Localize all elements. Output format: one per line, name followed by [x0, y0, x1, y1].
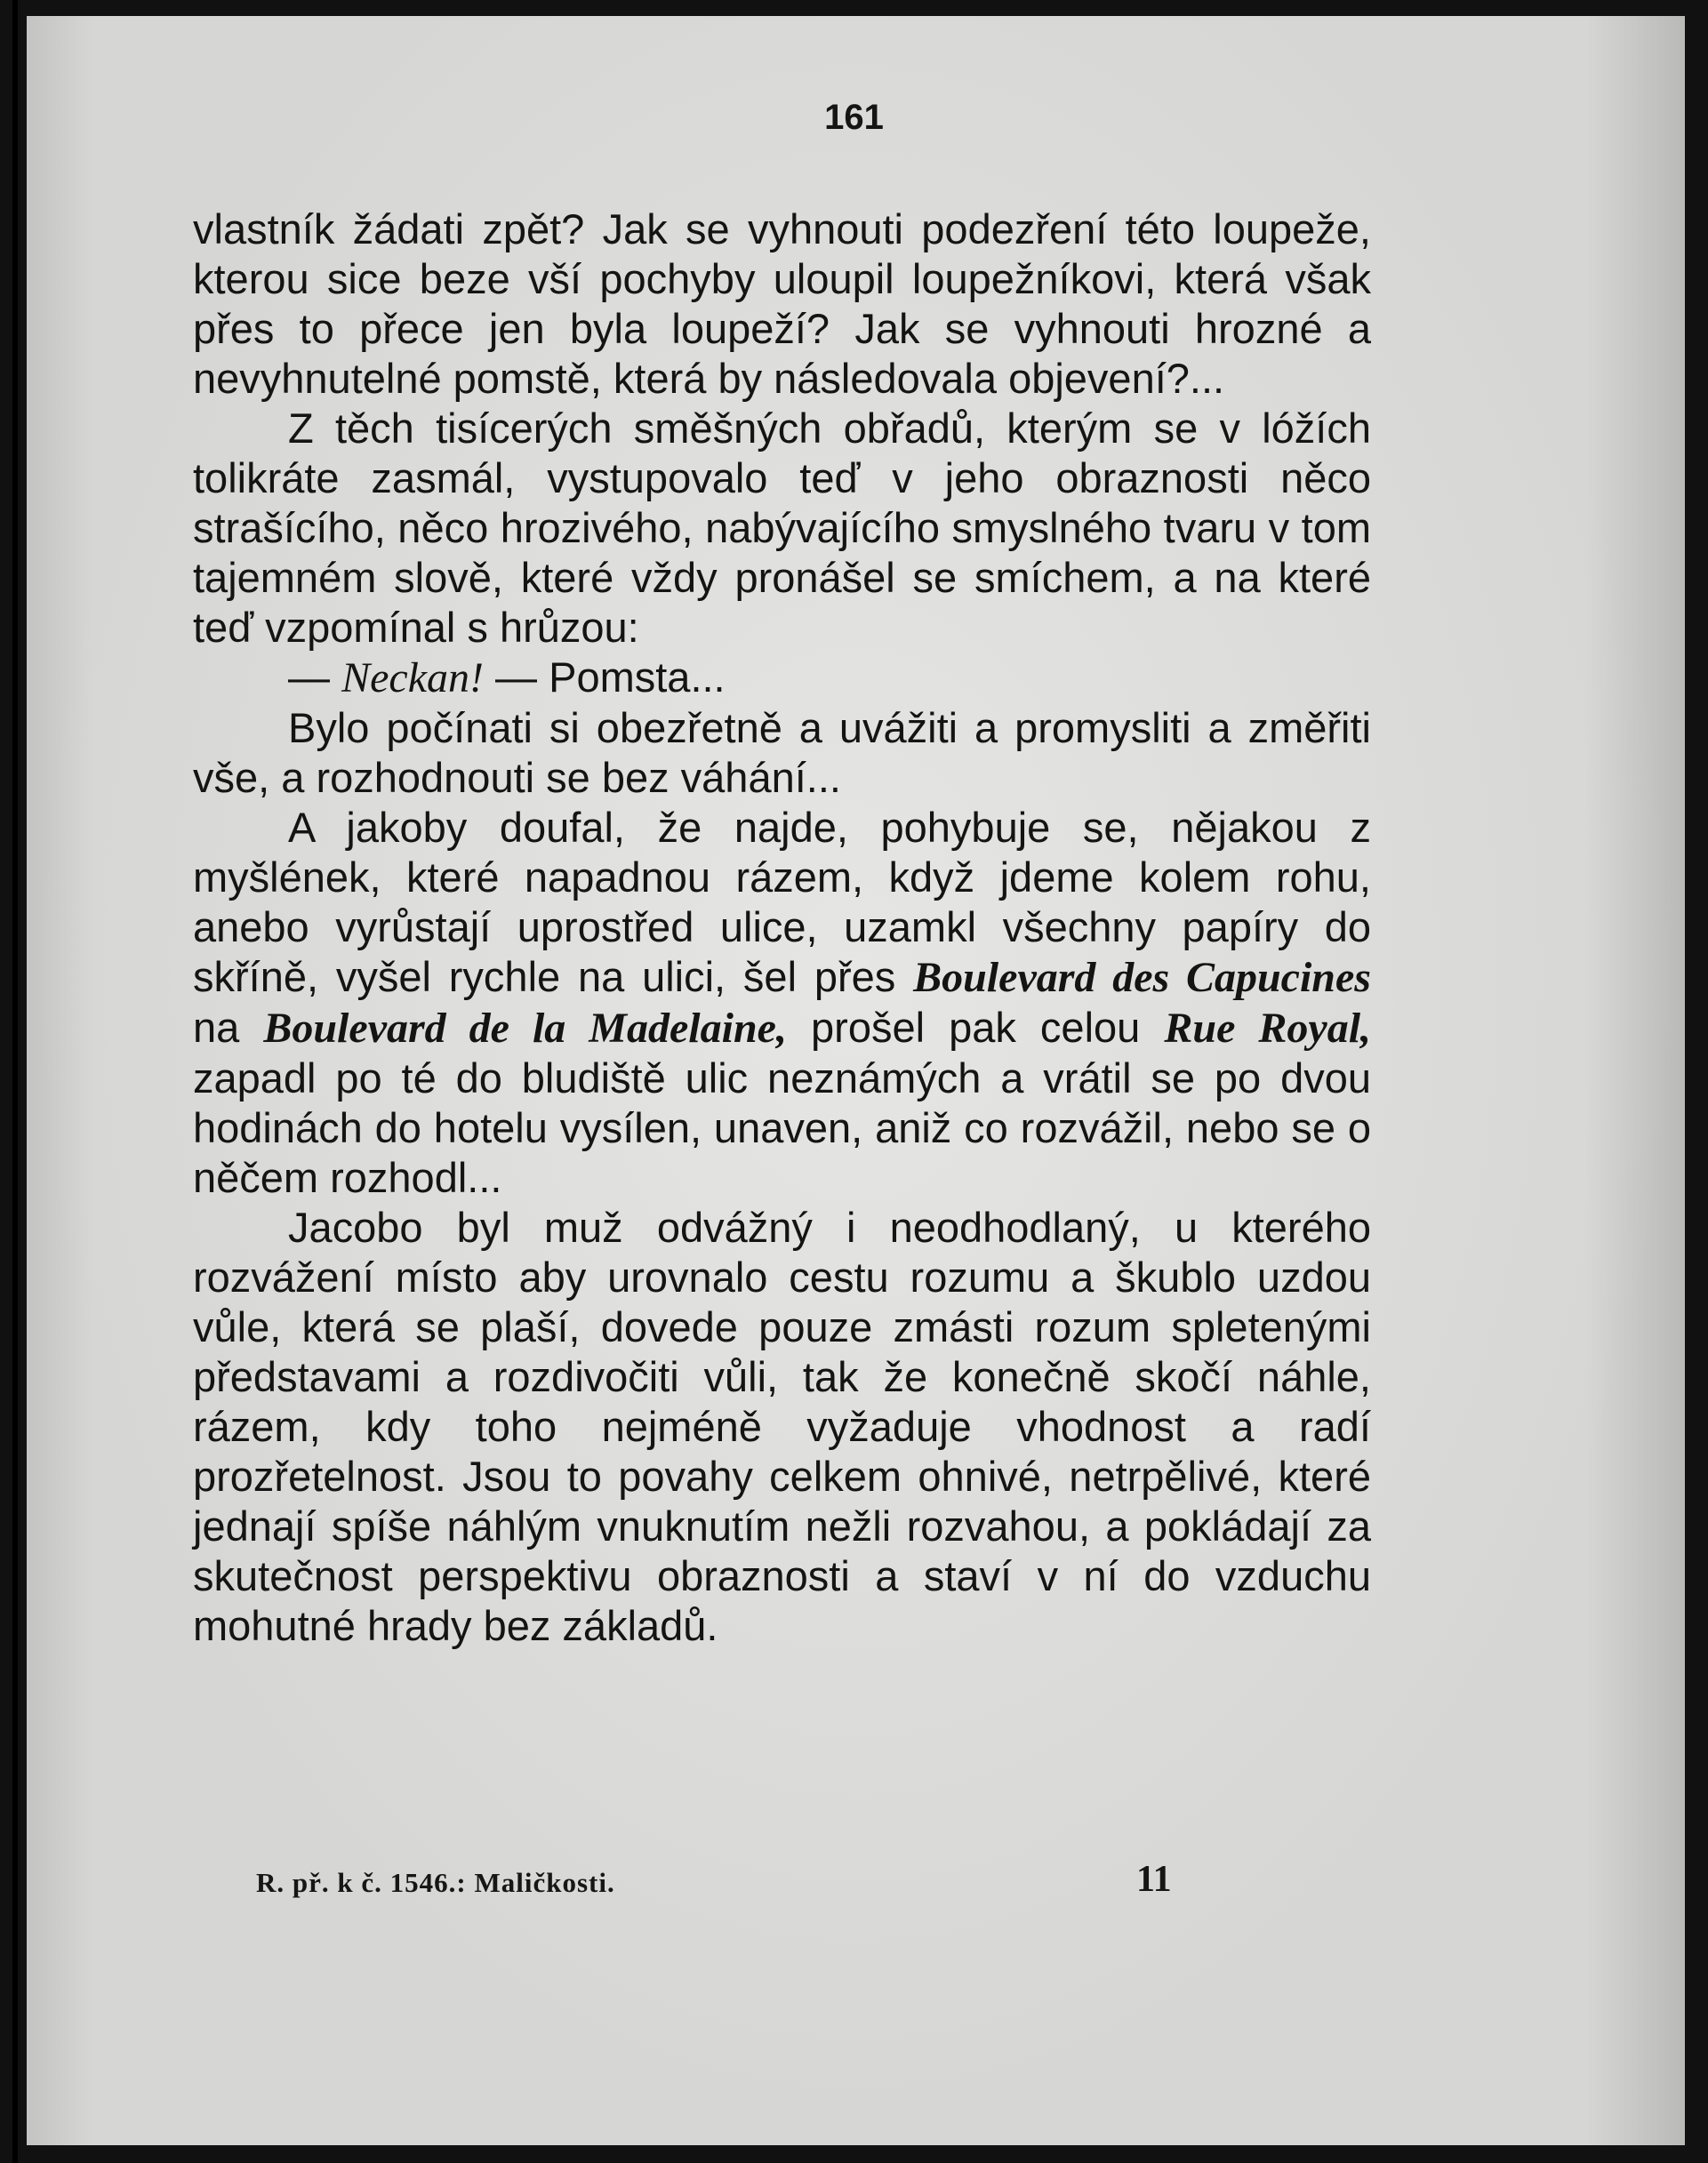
paragraph-1: vlastník žádati zpět? Jak se vyhnouti podezření této loupeže, kterou sice beze vší pochyby uloupil loupežníkovi, která však přes to přece jen byla loupeží? Jak se vyhnouti hrozné a nevyhnutelné pomstě, která by následovala objevení?... [193, 205, 1371, 402]
place-boulevard-madelaine: Boulevard de la Madelaine, [263, 1005, 787, 1052]
paragraph-3: Bylo počínati si obezřetně a uvážiti a promysliti a změřiti vše, a rozhodnouti se bez váhání... [193, 704, 1371, 801]
walk-part-2: na [193, 1004, 240, 1051]
italic-neckan: Neckan! [341, 654, 484, 701]
paragraph-walk [193, 803, 1371, 1203]
place-rue-royal: Rue Royal, [1164, 1005, 1372, 1052]
page-number: 161 [824, 98, 884, 137]
walk-part-1: A jakoby doufal, že najde, pohybuje se, nějakou z myšlének, které napadnou rázem, když jdeme kolem rohu, anebo vyrůstají uprostřed ulice, uzamkl všechny papíry do skříně, vyšel rychle na ulici, šel přes [193, 804, 1371, 1000]
exclamation-rest: Pomsta... [549, 653, 726, 701]
paragraph-exclamation [193, 653, 1371, 703]
paragraph-2: Z těch tisícerých směšných obřadů, kterým se v lóžích tolikráte zasmál, vystupovalo teď v jeho obraznosti něco strašícího, něco hrozivého, nabývajícího smyslného tvaru v tom tajemném slově, které vždy pronášel se smíchem, a na které teď vzpomínal s hrůzou: [193, 405, 1371, 651]
paragraph-4: Jacobo byl muž odvážný i neodhodlaný, u kterého rozvážení místo aby urovnalo cestu rozumu a škublo uzdou vůle, která se plaší, dovede pouze zmásti rozum spletenými představami a rozdivočiti vůli, tak že konečně skočí náhle, rázem, kdy toho nejméně vyžaduje vhodnost a radí prozřetelnost. Jsou to povahy celkem ohnivé, netrpělivé, které jednají spíše náhlým vnuknutím nežli rozvahou, a pokládají za skutečnost perspektivu obraznosti a staví v ní do vzduchu mohutné hrady bez základů. [193, 1204, 1371, 1649]
walk-part-4: zapadl po té do bludiště ulic neznámých a vrátil se po dvou hodinách do hotelu vysílen, unaven, aniž co rozvážil, nebo se o něčem rozhodl... [193, 1054, 1371, 1201]
place-boulevard-capucines: Boulevard des Capucines [913, 954, 1371, 1001]
page-body [193, 204, 1371, 1651]
dash-open: — [288, 653, 330, 701]
footer-signature: R. př. k č. 1546.: Maličkosti. [256, 1867, 615, 1898]
walk-part-3: prošel pak celou [811, 1004, 1141, 1051]
footer-sheet-number: 11 [1136, 1859, 1172, 1900]
dash-mid: — [495, 653, 538, 701]
page-spine-edge [12, 0, 18, 2163]
